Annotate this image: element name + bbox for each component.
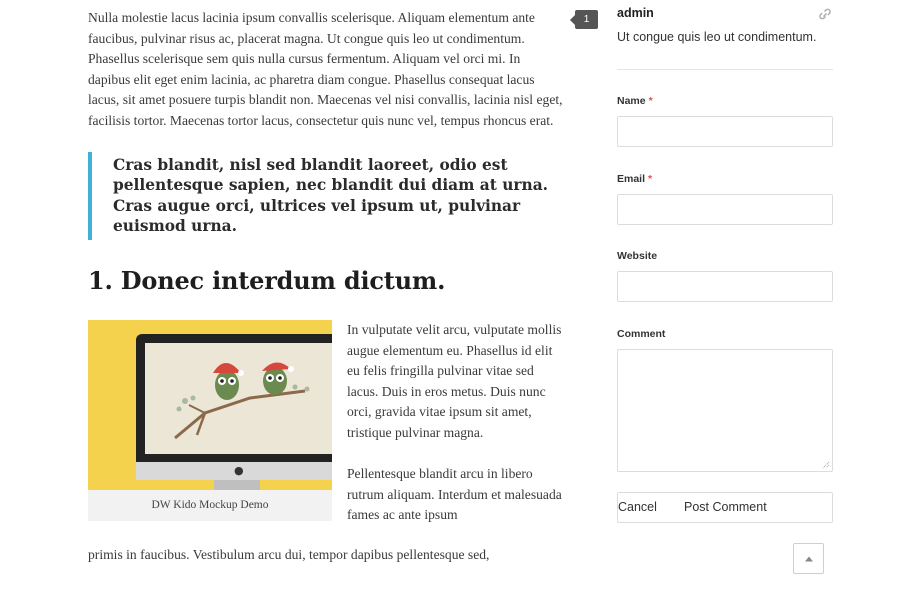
- chevron-up-icon: [805, 556, 813, 562]
- email-label: Email *: [617, 173, 653, 185]
- scroll-to-top-button[interactable]: [793, 543, 824, 574]
- section-heading: 1. Donec interdum dictum.: [88, 266, 446, 296]
- website-input[interactable]: [617, 271, 833, 302]
- figure: [88, 320, 332, 521]
- media-block: [88, 320, 564, 562]
- required-marker: *: [648, 173, 653, 185]
- divider: [617, 69, 833, 70]
- form-actions: [617, 492, 833, 523]
- name-label: Name *: [617, 95, 653, 107]
- side-text: [347, 320, 565, 526]
- side-paragraph-1: In vulputate velit arcu, vulputate mollis augue elementum eu. Phasellus id elit eu felis fringilla pulvinar vitae sed lacus. Duis in eros metus. Duis nunc orci, gravida vitae ipsum sit amet, tristique pulvinar magna.: [347, 322, 562, 440]
- figure-caption: DW Kido Mockup Demo: [88, 490, 332, 521]
- mockup-image: [88, 320, 332, 490]
- resize-grip-icon[interactable]: [822, 461, 830, 469]
- post-comment-button[interactable]: Post Comment: [684, 500, 767, 514]
- required-marker: *: [648, 95, 653, 107]
- email-input[interactable]: [617, 194, 833, 225]
- intro-paragraph: Nulla molestie lacus lacinia ipsum convallis scelerisque. Aliquam elementum ante faucibus, pulvinar risus ac, placerat magna. Ut congue quis leo ut condimentum. Phasellus scelerisque sem quis nulla cursus fermentum. Aliquam vel orci mi. In dapibus elit eget enim lacinia, ac pharetra diam congue. Phasellus consequat lacus lacus, sit amet posuere turpis blandit non. Maecenas vel nisi convallis, lacinia nisl eget, facilisis tortor. Maecenas tortor lacus, consectetur quis nunc vel, tempus rhoncus erat.: [88, 10, 563, 128]
- apple-logo-icon: ●: [234, 464, 244, 478]
- bottom-text: [88, 545, 564, 566]
- comment-count-badge[interactable]: 1: [575, 10, 598, 29]
- cancel-button[interactable]: Cancel: [618, 500, 657, 514]
- comment-label: Comment: [617, 328, 666, 340]
- blockquote-text: Cras blandit, nisl sed blandit laoreet, odio est pellentesque sapien, nec blandit dui diam at urna. Cras augue orci, ultrices vel ipsum ut, pulvinar euismod urna.: [113, 156, 549, 235]
- article-content: [88, 8, 564, 562]
- monitor-stand: [214, 480, 260, 490]
- comment-text: Ut congue quis leo ut condimentum.: [617, 30, 817, 44]
- comment-author: admin: [617, 6, 654, 20]
- owls-illustration: [145, 343, 332, 454]
- website-label: Website: [617, 250, 658, 262]
- link-icon[interactable]: [817, 7, 833, 21]
- blockquote: [88, 152, 558, 240]
- name-input[interactable]: [617, 116, 833, 147]
- monitor-illustration: [136, 334, 332, 462]
- bottom-paragraph: primis in faucibus. Vestibulum arcu dui, tempor dapibus pellentesque sed,: [88, 547, 490, 563]
- monitor-screen: [145, 343, 332, 454]
- comment-textarea[interactable]: [617, 349, 833, 472]
- side-paragraph-2: Pellentesque blandit arcu in libero rutrum aliquam. Interdum et malesuada fames ac ante ipsum: [347, 466, 562, 523]
